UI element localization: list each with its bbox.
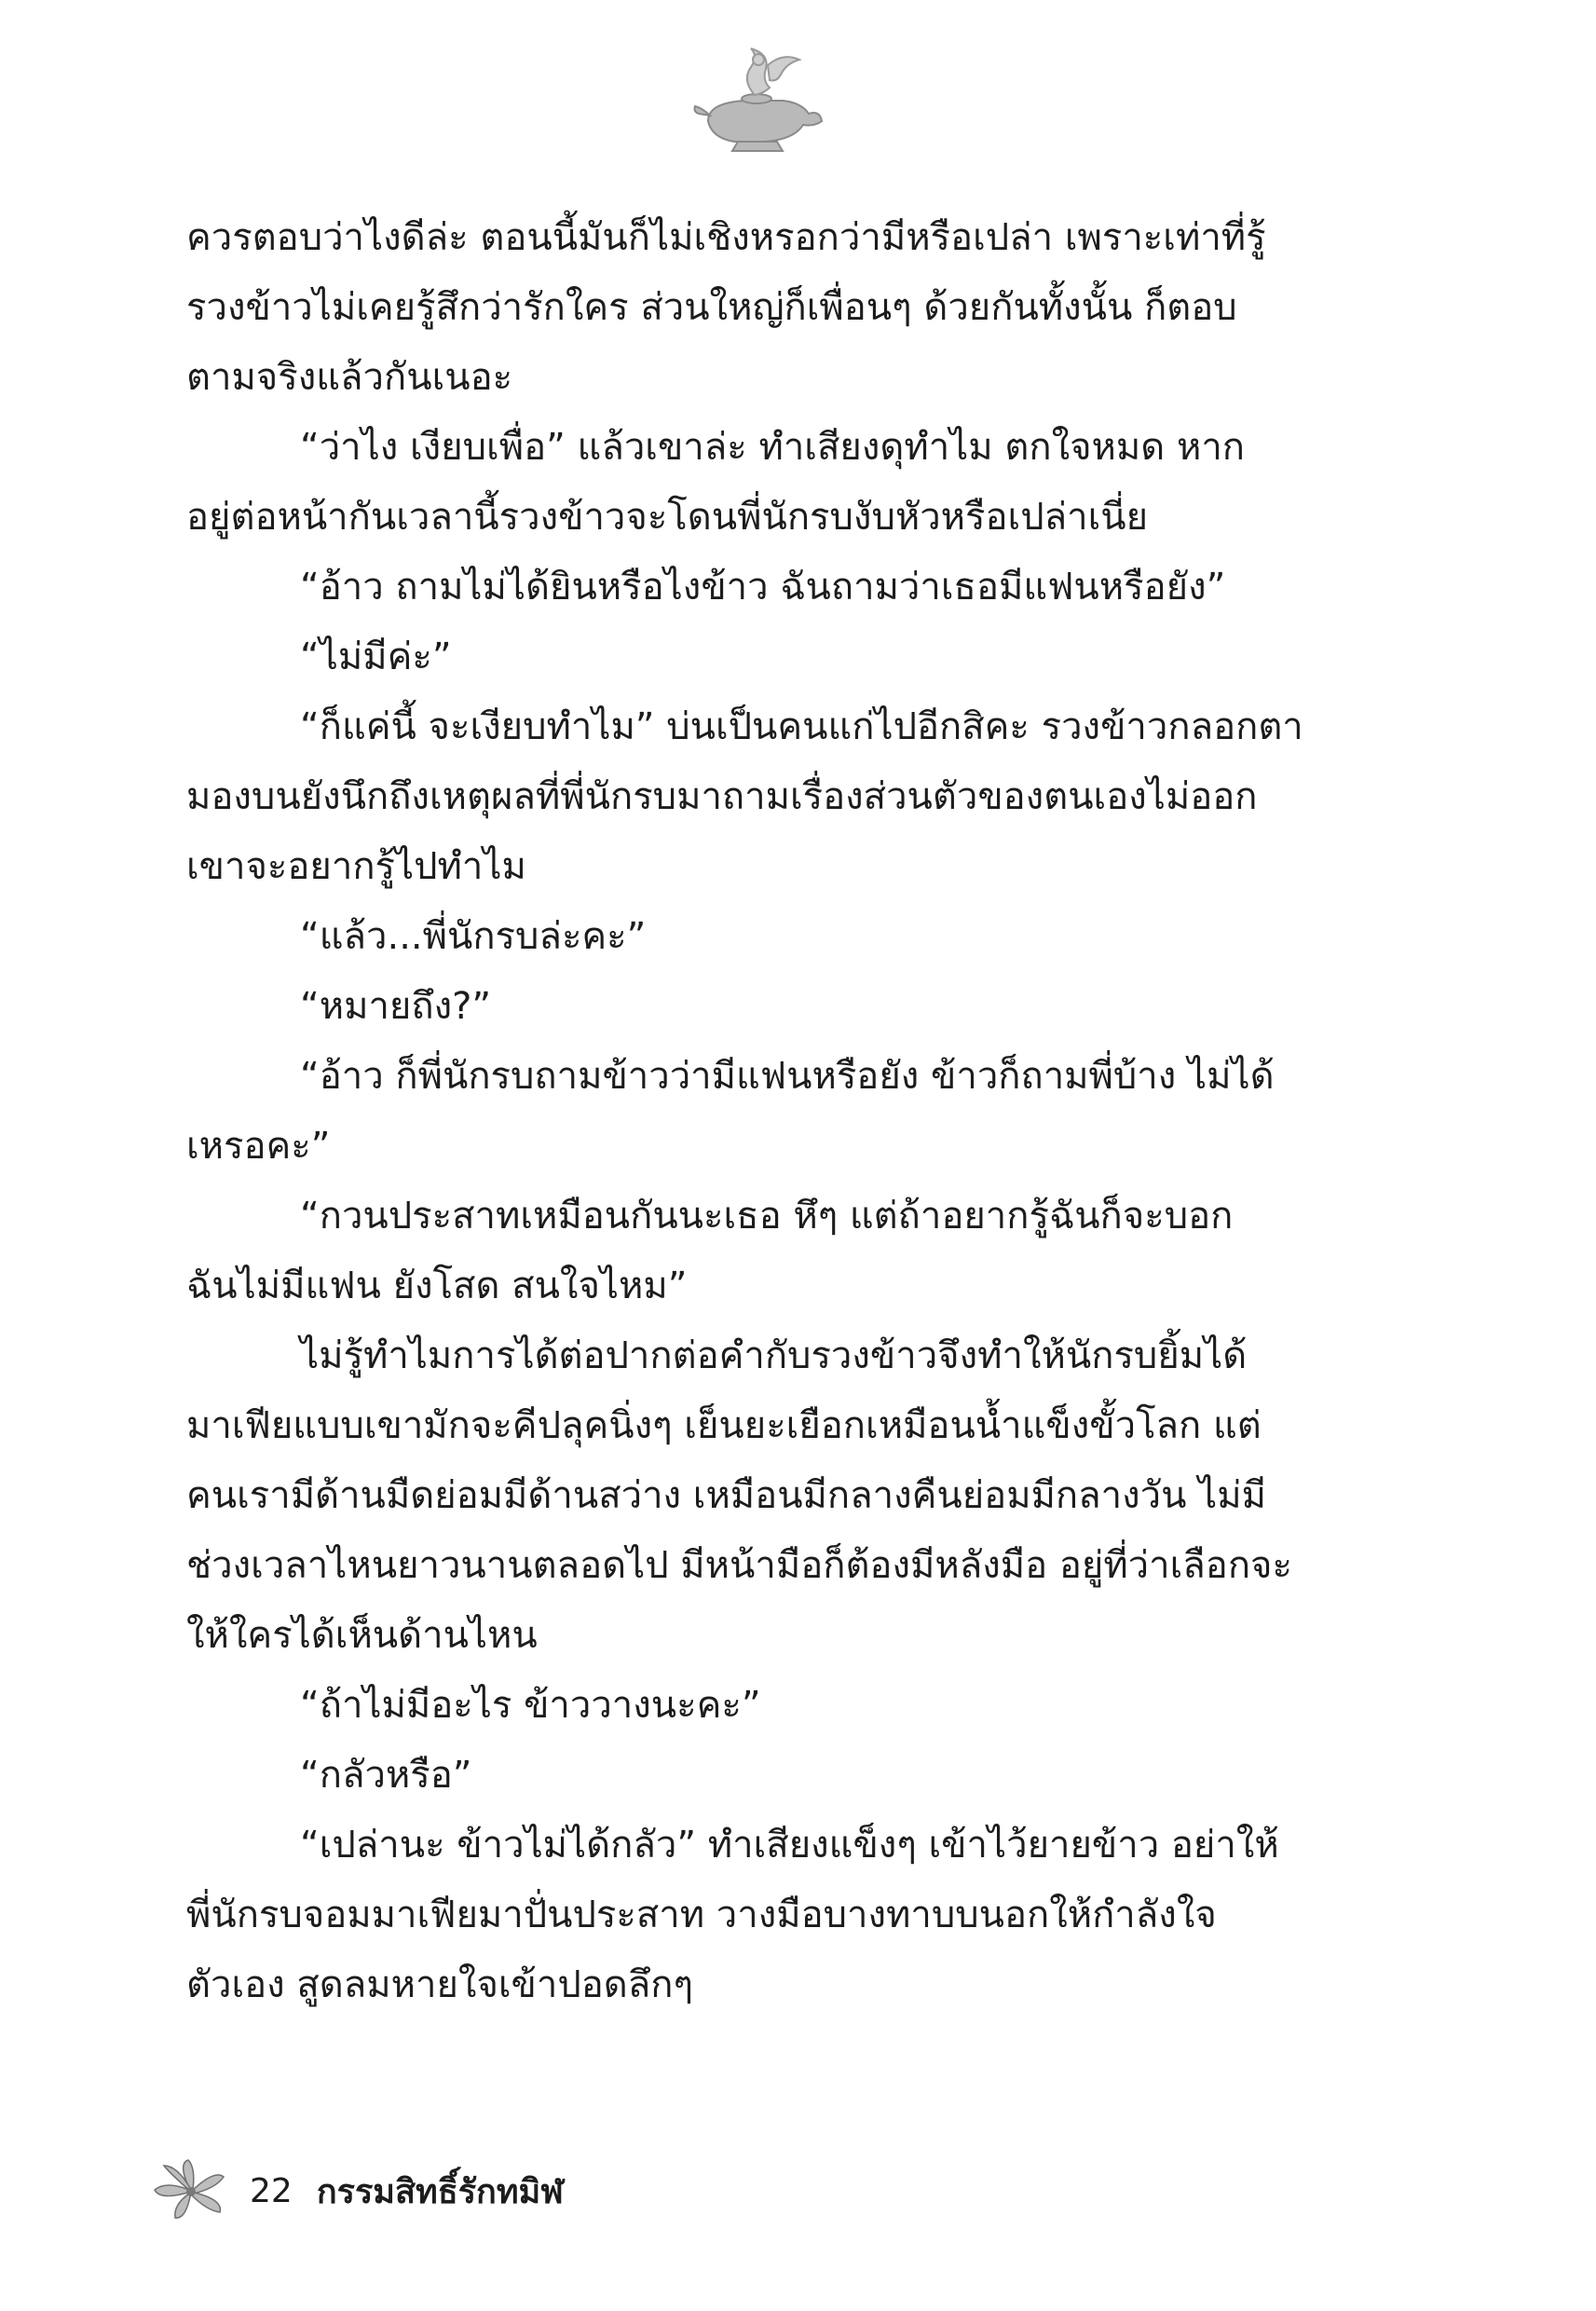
text-line: ควรตอบว่าไงดีล่ะ ตอนนี้มันก็ไม่เชิงหรอกว่ามีหรือเปล่า เพราะเท่าที่รู้ [186,216,1266,259]
text-line: คนเรามีด้านมืดย่อมมีด้านสว่าง เหมือนมีกลางคืนย่อมมีกลางวัน ไม่มี [186,1474,1267,1517]
text-line: อยู่ต่อหน้ากันเวลานี้รวงข้าวจะโดนพี่นักรบงับหัวหรือเปล่าเนี่ย [186,496,1149,539]
text-line: “ถ้าไม่มีอะไร ข้าววางนะคะ” [300,1684,761,1727]
text-line: “แล้ว...พี่นักรบล่ะคะ” [300,915,647,958]
page-footer [149,2158,564,2223]
text-line: ให้ใครได้เห็นด้านไหน [186,1614,538,1657]
text-line: มาเฟียแบบเขามักจะคีปลุคนิ่งๆ เย็นยะเยือกเหมือนน้ำแข็งขั้วโลก แต่ [186,1404,1262,1447]
story-text [186,203,1332,2020]
text-line: พี่นักรบจอมมาเฟียมาปั่นประสาท วางมือบางทาบบนอกให้กำลังใจ [186,1894,1217,1936]
text-line: “กวนประสาทเหมือนกันนะเธอ หึๆ แต่ถ้าอยากรู้ฉันก็จะบอก [300,1195,1234,1238]
page-number: 22 [250,2171,293,2210]
text-line: “กลัวหรือ” [300,1754,472,1797]
text-line: ช่วงเวลาไหนยาวนานตลอดไป มีหน้ามือก็ต้องมีหลังมือ อยู่ที่ว่าเลือกจะ [186,1544,1292,1587]
book-title: กรรมสิทธิ์รักทมิฬ [316,2172,564,2211]
text-line: รวงข้าวไม่เคยรู้สึกว่ารักใคร ส่วนใหญ่ก็เพื่อนๆ ด้วยกันทั้งนั้น ก็ตอบ [186,286,1237,329]
text-line: ไม่รู้ทำไมการได้ต่อปากต่อคำกับรวงข้าวจึงทำให้นักรบยิ้มได้ [300,1334,1248,1377]
text-line: เหรอคะ” [186,1125,331,1168]
text-line: “ว่าไง เงียบเพื่อ” แล้วเขาล่ะ ทำเสียงดุทำไม ตกใจหมด หาก [300,426,1246,469]
text-line: “เปล่านะ ข้าวไม่ได้กลัว” ทำเสียงแข็งๆ เข้าไว้ยายข้าว อย่าให้ [300,1824,1279,1867]
lily-flower-icon [149,2158,233,2223]
text-line: ฉันไม่มีแฟน ยังโสด สนใจไหม” [186,1265,688,1307]
text-line: เขาจะอยากรู้ไปทำไม [186,845,526,888]
text-line: “อ้าว ก็พี่นักรบถามข้าวว่ามีแฟนหรือยัง ข้าวก็ถามพี่บ้าง ไม่ได้ [300,1055,1275,1098]
text-line: “ไม่มีค่ะ” [300,636,452,678]
text-line: ตามจริงแล้วกันเนอะ [186,356,513,399]
text-line: “อ้าว ถามไม่ได้ยินหรือไงข้าว ฉันถามว่าเธอมีแฟนหรือยัง” [300,566,1226,609]
genie-lamp-icon [689,47,829,158]
text-line: ตัวเอง สูดลมหายใจเข้าปอดลึกๆ [186,1963,693,2006]
text-line: มองบนยังนึกถึงเหตุผลที่พี่นักรบมาถามเรื่องส่วนตัวของตนเองไม่ออก [186,775,1258,818]
text-line: “หมายถึง?” [300,985,492,1028]
text-line: “ก็แค่นี้ จะเงียบทำไม” บ่นเป็นคนแก่ไปอีกสิคะ รวงข้าวกลอกตา [300,705,1303,748]
